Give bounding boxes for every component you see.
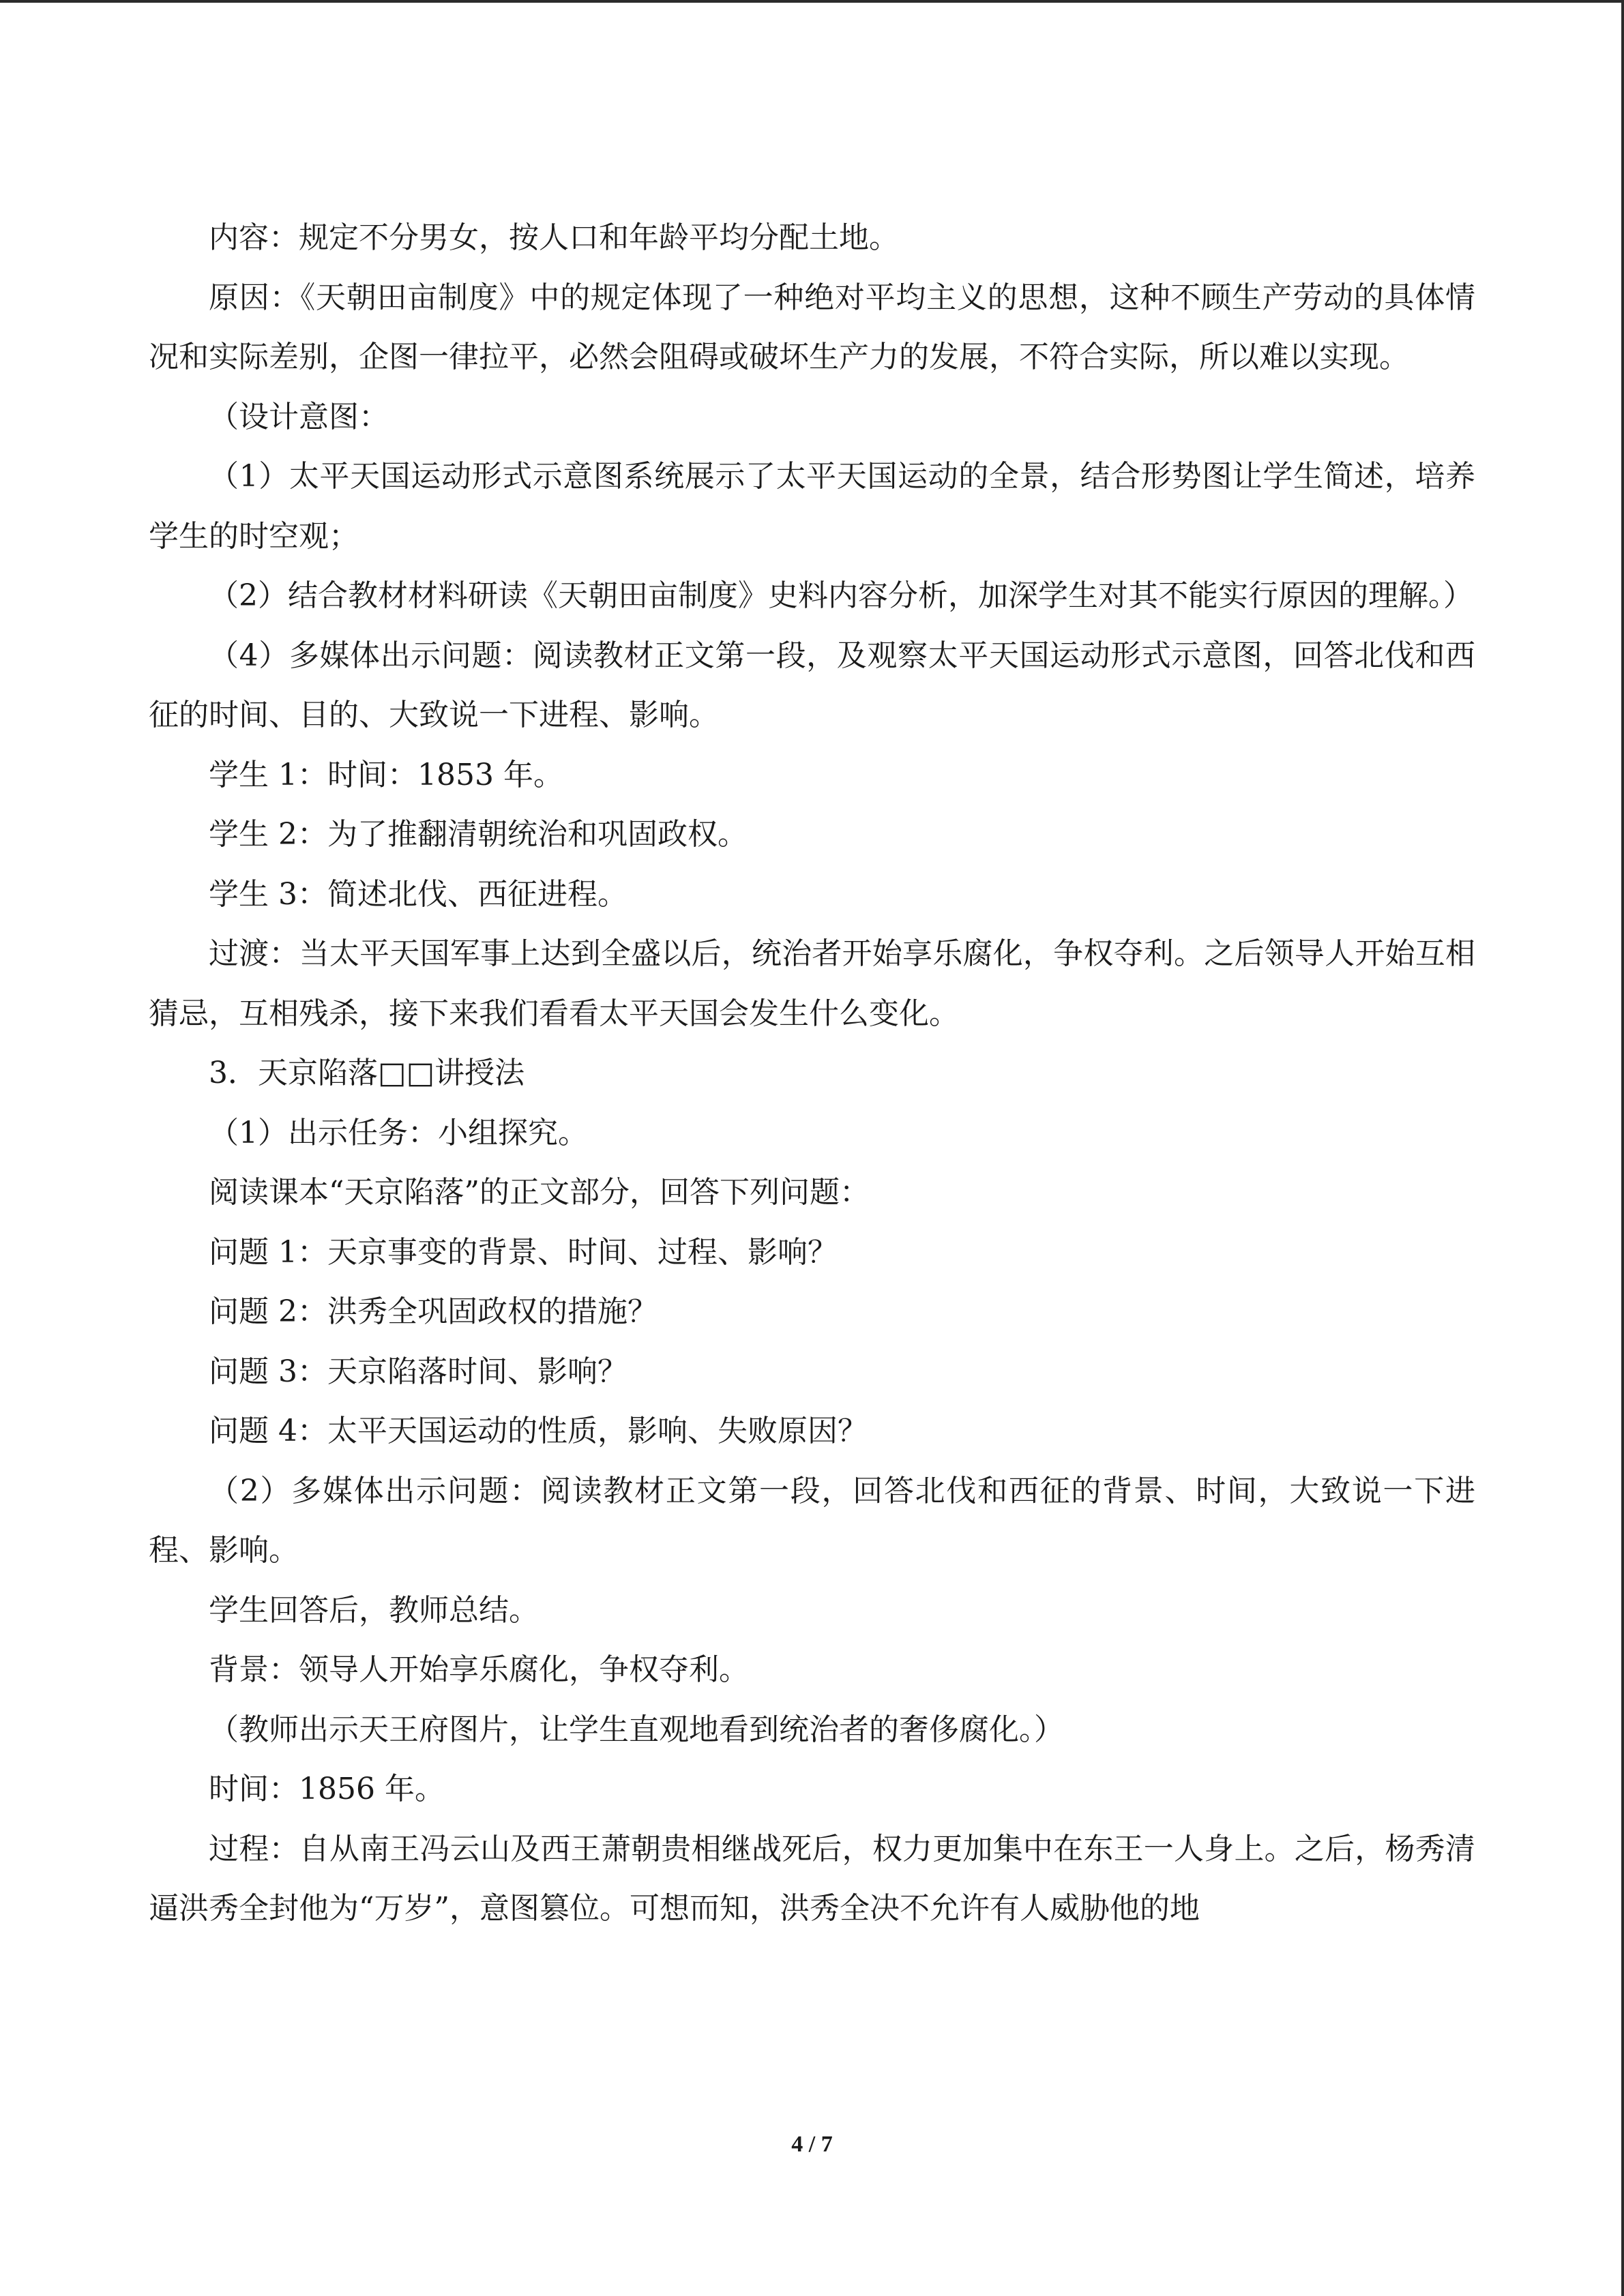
paragraph-reading: 阅读课本“天京陷落”的正文部分，回答下列问题： (209, 1175, 870, 1210)
paragraph-background: 背景：领导人开始享乐腐化，争权夺利。 (209, 1652, 749, 1687)
paragraph-problem-2: 问题 2：洪秀全巩固政权的措施？ (209, 1294, 658, 1329)
paragraph-problem-4: 问题 4：太平天国运动的性质，影响、失败原因？ (209, 1414, 868, 1448)
paragraph-teacher-summary: 学生回答后，教师总结。 (209, 1592, 539, 1628)
paragraph-design-intent: （设计意图： (209, 399, 389, 434)
page-border-top (0, 0, 1624, 3)
document-body (149, 208, 1475, 1939)
paragraph-process: 过程：自从南王冯云山及西王萧朝贵相继战死后，权力更加集中在东王一人身上。之后，杨秀清逼洪秀全封他为“万岁”，意图篡位。可想而知，洪秀全决不允许有人威胁他的地 (149, 1831, 1475, 1926)
paragraph-task: （1）出示任务：小组探究。 (209, 1115, 588, 1150)
paragraph-problem-3: 问题 3：天京陷落时间、影响？ (209, 1354, 628, 1389)
paragraph-question-4: （4）多媒体出示问题：阅读教材正文第一段，及观察太平天国运动形式示意图，回答北伐和西征的时间、目的、大致说一下进程、影响。 (149, 638, 1475, 732)
paragraph-intent-1: （1）太平天国运动形式示意图系统展示了太平天国运动的全景，结合形势图让学生简述，培养学生的时空观； (149, 459, 1475, 554)
paragraph-content-rule: 内容：规定不分男女，按人口和年龄平均分配土地。 (209, 220, 899, 255)
paragraph-multimedia-2: （2）多媒体出示问题：阅读教材正文第一段，回答北伐和西征的背景、时间，大致说一下进程、影响。 (149, 1473, 1475, 1568)
section-heading-tianjing: 3．天京陷落□□讲授法 (209, 1056, 525, 1090)
paragraph-teacher-picture: （教师出示天王府图片，让学生直观地看到统治者的奢侈腐化。） (209, 1712, 1064, 1747)
paragraph-problem-1: 问题 1：天京事变的背景、时间、过程、影响？ (209, 1234, 838, 1270)
paragraph-reason: 原因：《天朝田亩制度》中的规定体现了一种绝对平均主义的思想，这种不顾生产劳动的具体情况和实际差别，企图一律拉平，必然会阻碍或破坏生产力的发展，不符合实际，所以难以实现。 (149, 280, 1475, 374)
paragraph-student-2: 学生 2：为了推翻清朝统治和巩固政权。 (209, 817, 748, 852)
paragraph-student-1: 学生 1：时间：1853 年。 (209, 757, 563, 792)
page-number: 4 / 7 (791, 2132, 833, 2157)
paragraph-transition: 过渡：当太平天国军事上达到全盛以后，统治者开始享乐腐化，争权夺利。之后领导人开始互相猜忌，互相残杀，接下来我们看看太平天国会发生什么变化。 (149, 936, 1475, 1031)
paragraph-time: 时间：1856 年。 (209, 1772, 445, 1806)
paragraph-student-3: 学生 3：简述北伐、西征进程。 (209, 876, 628, 912)
paragraph-intent-2: （2）结合教材材料研读《天朝田亩制度》史料内容分析，加深学生对其不能实行原因的理解。） (209, 578, 1473, 613)
page-border-right (1621, 0, 1624, 2296)
